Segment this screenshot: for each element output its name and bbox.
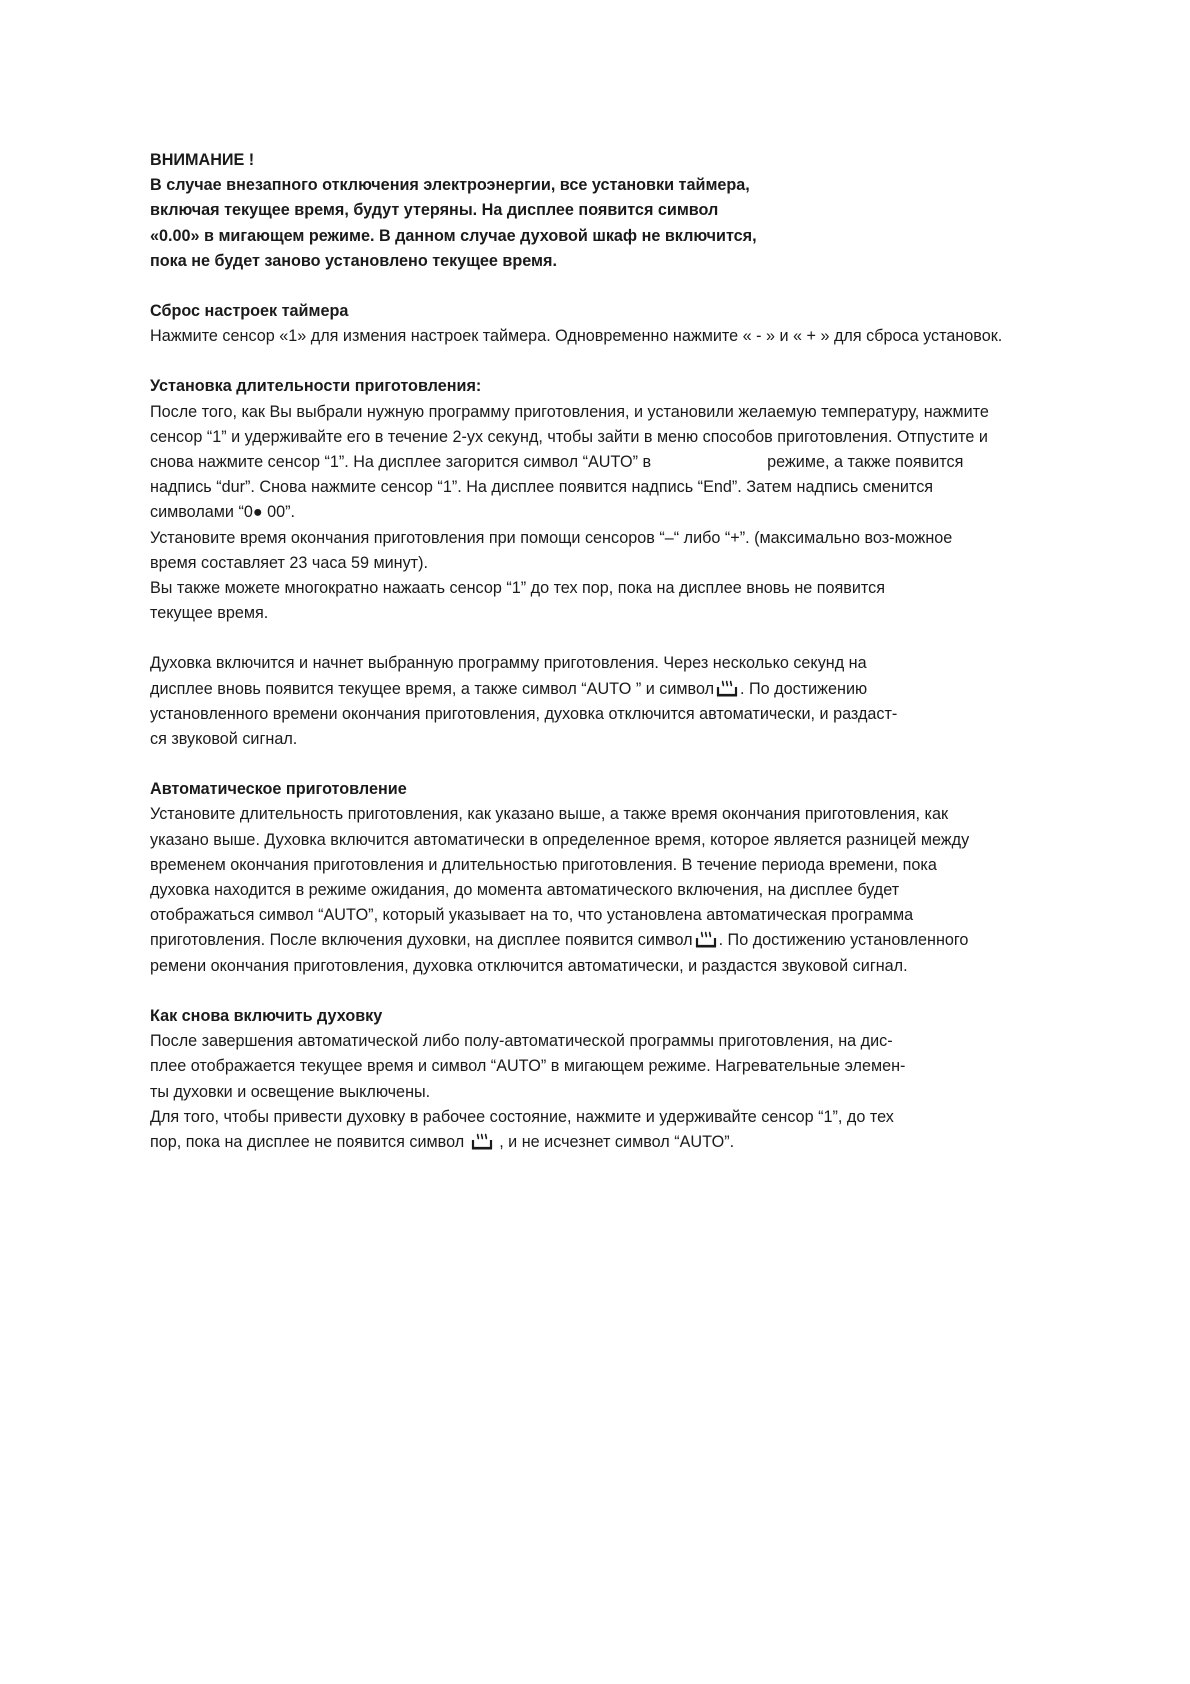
auto-heading: Автоматическое приготовление xyxy=(150,780,407,799)
paragraph-line: сенсор “1” и удерживайте его в течение 2-ух секунд, чтобы зайти в меню способов приготовления. Отпустите и xyxy=(150,427,988,446)
paragraph-line: текущее время. xyxy=(150,604,269,623)
text-fragment: режиме, а также появится xyxy=(767,453,964,472)
restart-heading: Как снова включить духовку xyxy=(150,1006,383,1025)
document-page xyxy=(150,148,1150,1180)
warning-line: «0.00» в мигающем режиме. В данном случае духовой шкаф не включится, xyxy=(150,226,757,245)
paragraph-line: указано выше. Духовка включится автоматически в определенное время, которое является разницей между xyxy=(150,830,970,849)
cooking-pot-heat-icon xyxy=(695,930,717,948)
paragraph-line: После завершения автоматической либо полу-автоматической программы приготовления, на дис- xyxy=(150,1032,893,1051)
start-section xyxy=(150,651,1150,752)
paragraph-line: надпись “dur”. Снова нажмите сенсор “1”. На дисплее появится надпись “End”. Затем надпись сменится xyxy=(150,478,934,497)
paragraph-line: ты духовки и освещение выключены. xyxy=(150,1082,431,1101)
text-fragment: . По достижению установленного xyxy=(718,931,969,950)
cooking-pot-heat-icon xyxy=(471,1132,493,1150)
reset-heading: Сброс настроек таймера xyxy=(150,302,349,321)
paragraph-line: Установите время окончания приготовления при помощи сенсоров “–“ либо “+”. (максимально воз-можное xyxy=(150,528,953,547)
paragraph-line: Духовка включится и начнет выбранную программу приготовления. Через несколько секунд на xyxy=(150,654,867,673)
paragraph-line: Установите длительность приготовления, как указано выше, а также время окончания приготовления, как xyxy=(150,805,949,824)
text-fragment: приготовления. После включения духовки, на дисплее появится символ xyxy=(150,931,693,950)
warning-line: пока не будет заново установлено текущее время. xyxy=(150,251,557,270)
paragraph-line: символами “0● 00”. xyxy=(150,503,296,522)
paragraph-line xyxy=(150,450,1150,475)
warning-section xyxy=(150,148,1150,274)
restart-section xyxy=(150,1004,1150,1155)
paragraph-line xyxy=(150,677,1150,702)
text-fragment: снова нажмите сенсор “1”. На дисплее загорится символ “AUTO” в xyxy=(150,453,652,472)
text-fragment: . По достижению xyxy=(740,679,868,698)
reset-text: Нажмите сенсор «1» для измения настроек таймера. Одновременно нажмите « - » и « + » для сброса установок. xyxy=(150,327,1003,346)
paragraph-line: Для того, чтобы привести духовку в рабочее состояние, нажмите и удерживайте сенсор “1”, до тех xyxy=(150,1107,894,1126)
reset-section xyxy=(150,299,1150,349)
warning-line: В случае внезапного отключения электроэнергии, все установки таймера, xyxy=(150,176,750,195)
text-fragment: , и не исчезнет символ “AUTO”. xyxy=(499,1132,735,1151)
paragraph-line: установленного времени окончания приготовления, духовка отключится автоматически, и раздаст- xyxy=(150,704,898,723)
text-fragment: пор, пока на дисплее не появится символ xyxy=(150,1132,465,1151)
cooking-pot-heat-icon xyxy=(716,679,738,697)
paragraph-line: Вы также можете многократно нажаать сенсор “1” до тех пор, пока на дисплее вновь не появится xyxy=(150,579,886,598)
paragraph-line: ся звуковой сигнал. xyxy=(150,730,298,749)
paragraph-line: плее отображается текущее время и символ “AUTO” в мигающем режиме. Нагревательные элемен- xyxy=(150,1057,906,1076)
warning-line: включая текущее время, будут утеряны. На дисплее появится символ xyxy=(150,201,719,220)
warning-title: ВНИМАНИЕ ! xyxy=(150,151,255,169)
paragraph-line: После того, как Вы выбрали нужную программу приготовления, и установили желаемую температуру, нажмите xyxy=(150,402,989,421)
paragraph-line: духовка находится в режиме ожидания, до момента автоматического включения, на дисплее будет xyxy=(150,881,900,900)
paragraph-line: время составляет 23 часа 59 минут). xyxy=(150,553,428,572)
auto-section xyxy=(150,777,1150,979)
duration-section xyxy=(150,374,1150,626)
duration-heading: Установка длительности приготовления: xyxy=(150,377,482,396)
paragraph-line: отображаться символ “AUTO”, который указывает на то, что установлена автоматическая программа xyxy=(150,906,914,925)
paragraph-line: ремени окончания приготовления, духовка отключится автоматически, и раздастся звуковой сигнал. xyxy=(150,956,908,975)
paragraph-line xyxy=(150,928,1150,953)
paragraph-line: временем окончания приготовления и длительностью приготовления. В течение периода времени, пока xyxy=(150,855,937,874)
text-fragment: дисплее вновь появится текущее время, а также символ “AUTO ” и символ xyxy=(150,679,715,698)
paragraph-line xyxy=(150,1130,1150,1155)
